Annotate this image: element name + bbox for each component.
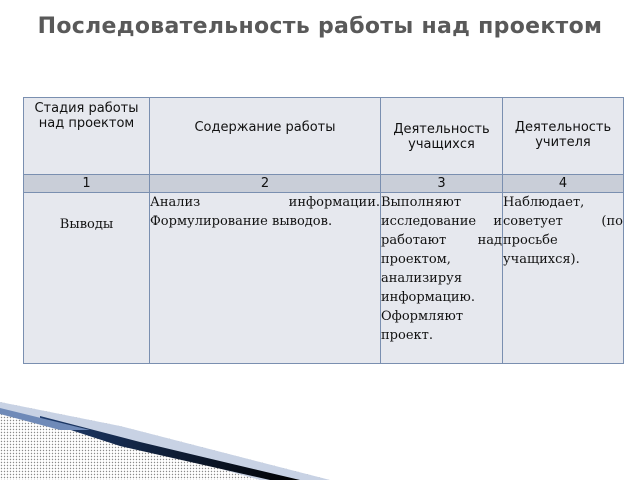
cell-students: Выполняют исследование и работают над проектом, анализируя информацию. Оформляют проект. — [381, 193, 503, 364]
number-row — [24, 175, 624, 193]
header-stage-text: Стадия работы над проектом — [34, 101, 139, 131]
cell-content: Анализ информации. Формулирование выводов. — [150, 193, 381, 364]
cell-stage-text: Выводы — [59, 217, 114, 232]
decorative-swoosh — [0, 380, 640, 480]
header-cell-content — [150, 98, 381, 175]
number-cell-3: 3 — [381, 175, 503, 193]
header-cell-teacher — [503, 98, 624, 175]
number-cell-1: 1 — [24, 175, 150, 193]
cell-teacher: Наблюдает, советует (по просьбе учащихся). — [503, 193, 624, 364]
header-row — [24, 98, 624, 175]
table-row — [24, 193, 624, 364]
number-cell-4: 4 — [503, 175, 624, 193]
header-students-text: Деятельность учащихся — [393, 122, 490, 152]
header-cell-students — [381, 98, 503, 175]
header-cell-stage — [24, 98, 150, 175]
header-teacher-text: Деятельность учителя — [514, 120, 612, 150]
slide-title: Последовательность работы над проектом — [37, 14, 603, 39]
header-content-text: Содержание работы — [194, 120, 336, 135]
number-cell-2: 2 — [150, 175, 381, 193]
cell-stage — [24, 193, 150, 364]
project-stages-table — [23, 97, 624, 364]
